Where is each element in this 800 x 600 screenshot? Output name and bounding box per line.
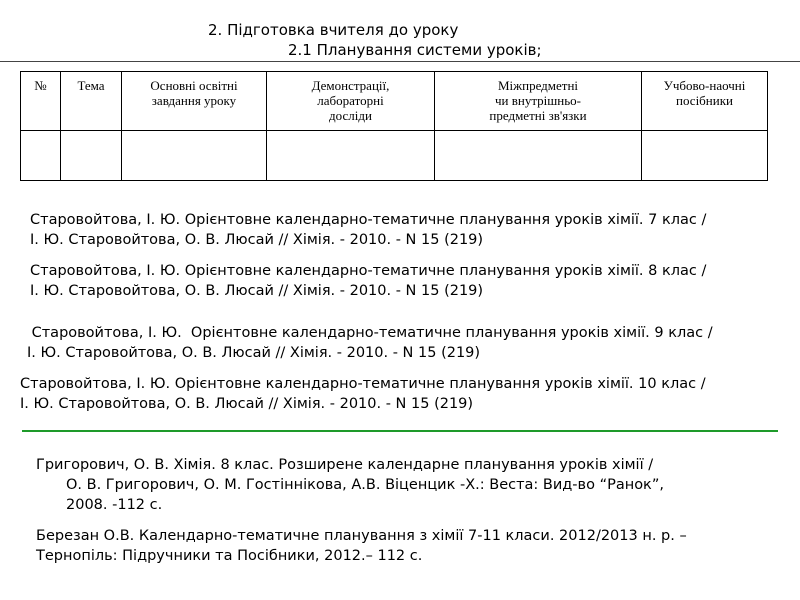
heading-line-2: 2.1 Планування системи уроків; (288, 41, 542, 59)
reference-item-grade-8: Старовойтова, І. Ю. Орієнтовне календарно-тематичне планування уроків хімії. 8 клас / І. Ю. Старовойтова, О. В. Люсай // Хімія. - 2010. - N 15 (219) (30, 263, 707, 299)
heading-line-1: 2. Підготовка вчителя до уроку (208, 21, 459, 39)
reference-item-grade-10: Старовойтова, І. Ю. Орієнтовне календарно-тематичне планування уроків хімії. 10 клас / І. Ю. Старовойтова, О. В. Люсай // Хімія. - 2010. - N 15 (219) (20, 376, 706, 412)
col-header-number: № (21, 72, 61, 131)
reference-item-hryhorovych: Григорович, О. В. Хімія. 8 клас. Розширене календарне планування уроків хімії / О. В. Григорович, О. М. Гостіннікова, А.В. Віценцик -Х.: Веста: Вид-во “Ранок”, 2008. -112 с. (36, 457, 664, 513)
col-header-topic: Тема (61, 72, 122, 131)
table-header-row (21, 72, 768, 131)
table-cell (642, 131, 768, 181)
col-header-tasks: Основні освітні завдання уроку (122, 72, 267, 131)
table-cell (61, 131, 122, 181)
table-cell (435, 131, 642, 181)
table-row (21, 131, 768, 181)
reference-item-grade-9: Старовойтова, І. Ю. Орієнтовне календарно-тематичне планування уроків хімії. 9 клас / І. Ю. Старовойтова, О. В. Люсай // Хімія. - 2010. - N 15 (219) (27, 325, 713, 361)
col-header-connections: Міжпредметні чи внутрішньо- предметні зв'язки (435, 72, 642, 131)
table-cell (267, 131, 435, 181)
col-header-demonstrations: Демонстрації, лабораторні досліди (267, 72, 435, 131)
lesson-plan-table (20, 71, 768, 181)
reference-item-grade-7: Старовойтова, І. Ю. Орієнтовне календарно-тематичне планування уроків хімії. 7 клас / І. Ю. Старовойтова, О. В. Люсай // Хімія. - 2010. - N 15 (219) (30, 212, 707, 248)
top-divider (0, 61, 800, 62)
col-header-aids: Учбово-наочні посібники (642, 72, 768, 131)
green-divider (22, 430, 778, 432)
table-cell (122, 131, 267, 181)
reference-item-berezan: Березан О.В. Календарно-тематичне планування з хімії 7-11 класи. 2012/2013 н. р. – Тернопіль: Підручники та Посібники, 2012.– 112 с. (36, 528, 687, 564)
table-cell (21, 131, 61, 181)
